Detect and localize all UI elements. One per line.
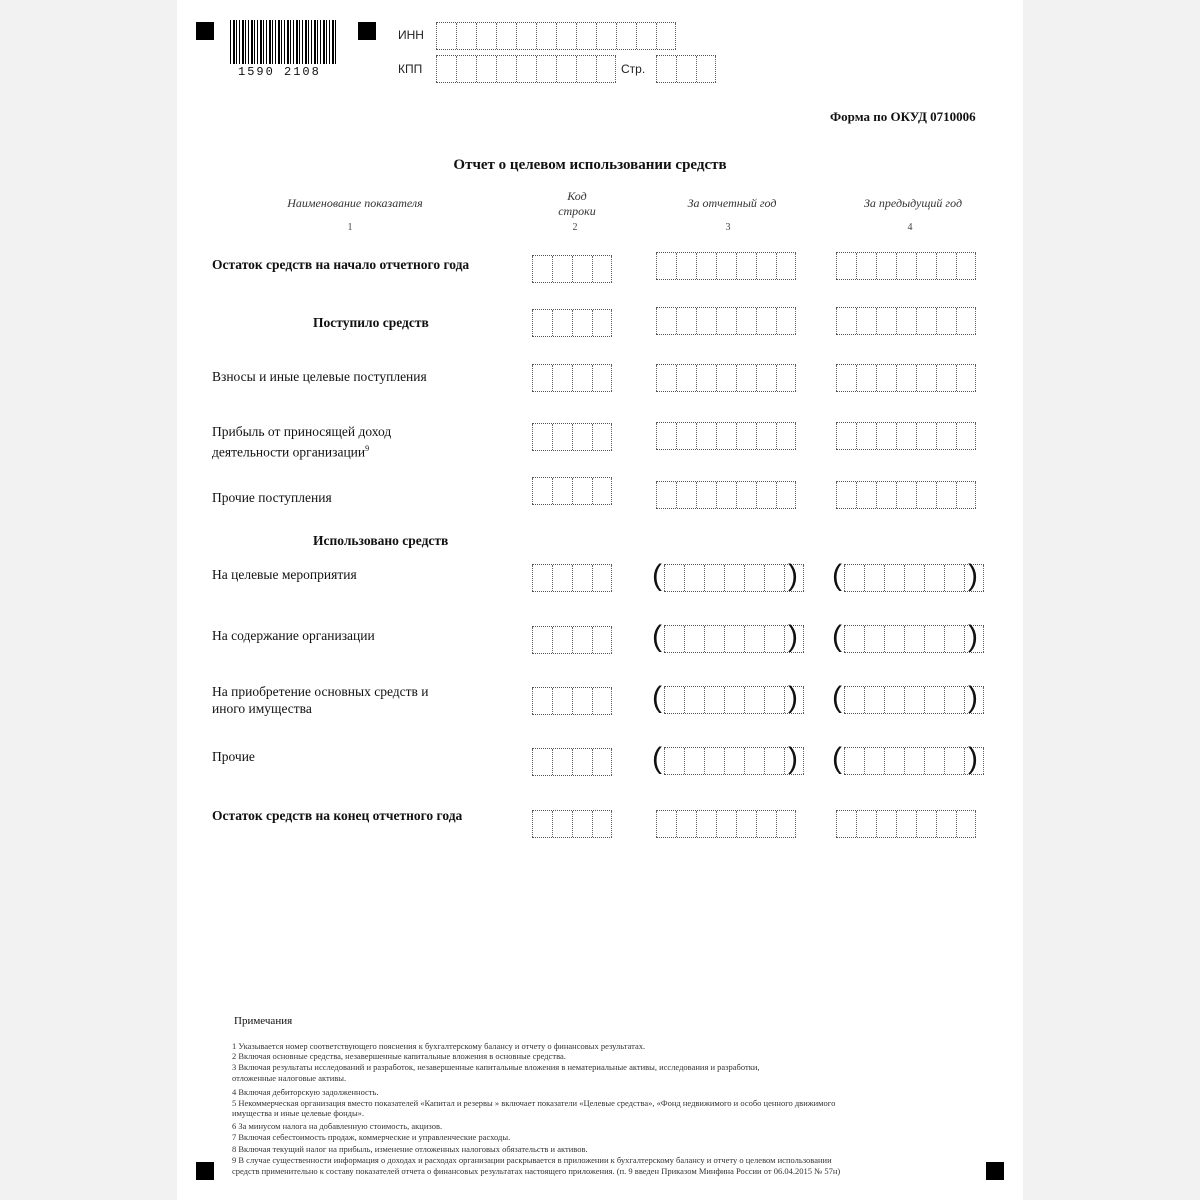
previous-year-cells-row8[interactable] [844,625,984,653]
row-label-fixed-assets-line2: иного имущества [212,701,312,716]
note-9-line1: 9 В случае существенности информация о доходах и расходах организации раскрывается в приложении к бухгалтерскому балансу и отчету о целевом использовании [232,1155,832,1165]
reporting-year-cells-row8[interactable] [664,625,804,653]
column-header-name: Наименование показателя [287,196,423,210]
previous-year-cells-row4[interactable] [836,422,976,450]
close-paren: ) [968,559,978,592]
row-label-other-expenses: Прочие [212,749,255,764]
note-6: 6 За минусом налога на добавленную стоимость, акцизов. [232,1121,443,1131]
open-paren: ( [832,742,842,775]
previous-year-cells-row10[interactable] [844,747,984,775]
footnote-marker: 9 [365,444,370,453]
row-label-profit-line1: Прибыль от приносящей доход [212,424,392,439]
inn-label: ИНН [398,28,424,42]
note-4: 4 Включая дебиторскую задолженность. [232,1087,379,1097]
note-9-line2: средств применительно к составу показателей отчета о финансовых результатах настоящего приложения. (п. 9 введен Приказом Минфина России от 06.04.2015 № 57н) [232,1166,841,1176]
note-1: 1 Указывается номер соответствующего пояснения к бухгалтерскому балансу и отчету о финансовых результатах. [232,1041,646,1051]
close-paren: ) [788,559,798,592]
code-cells-row4[interactable] [532,423,612,451]
column-number-3: 3 [725,222,731,233]
open-paren: ( [832,559,842,592]
reporting-year-cells-row3[interactable] [656,364,796,392]
code-cells-row5[interactable] [532,477,612,505]
row-label-target-events: На целевые мероприятия [212,567,357,582]
note-3-line1: 3 Включая результаты исследований и разработок, незавершенные капитальные вложения в нематериальные активы, исследования и разработки, [232,1062,760,1072]
previous-year-cells-row11[interactable] [836,810,976,838]
code-cells-row7[interactable] [532,564,612,592]
reporting-year-cells-row11[interactable] [656,810,796,838]
reporting-year-cells-row7[interactable] [664,564,804,592]
previous-year-cells-row2[interactable] [836,307,976,335]
corner-marker-bottom-left [196,1162,214,1180]
code-cells-row1[interactable] [532,255,612,283]
column-header-previous-year: За предыдущий год [863,196,963,210]
page-label: Стр. [621,62,646,76]
reporting-year-cells-row4[interactable] [656,422,796,450]
kpp-input-cells[interactable] [436,55,616,83]
note-5-line1: 5 Некоммерческая организация вместо показателей «Капитал и резервы » включает показатели «Целевые средства», «Фонд недвижимого и особо ценного движимого [232,1098,836,1108]
close-paren: ) [788,681,798,714]
note-5-line2: имущества и иные целевые фонды». [232,1108,365,1118]
column-number-2: 2 [572,222,578,233]
previous-year-cells-row1[interactable] [836,252,976,280]
form-code: Форма по ОКУД 0710006 [830,109,976,124]
close-paren: ) [788,620,798,653]
open-paren: ( [652,559,662,592]
row-label-maintenance: На содержание организации [212,628,375,643]
row-label-contributions: Взносы и иные целевые поступления [212,369,427,384]
column-header-reporting-year: За отчетный год [687,196,777,210]
code-cells-row9[interactable] [532,687,612,715]
kpp-label: КПП [398,62,423,76]
reporting-year-cells-row2[interactable] [656,307,796,335]
page-number-cells[interactable] [656,55,716,83]
column-number-4: 4 [907,222,913,233]
open-paren: ( [652,620,662,653]
code-cells-row3[interactable] [532,364,612,392]
previous-year-cells-row3[interactable] [836,364,976,392]
note-3-line2: отложенные налоговые активы. [232,1073,347,1083]
open-paren: ( [652,742,662,775]
notes-title: Примечания [234,1015,293,1027]
form-page [177,0,1023,1200]
previous-year-cells-row7[interactable] [844,564,984,592]
previous-year-cells-row9[interactable] [844,686,984,714]
code-cells-row2[interactable] [532,309,612,337]
note-7: 7 Включая себестоимость продаж, коммерческие и управленческие расходы. [232,1132,511,1142]
row-label-used: Использовано средств [313,533,449,548]
row-label-balance-end: Остаток средств на конец отчетного года [212,808,463,823]
previous-year-cells-row5[interactable] [836,481,976,509]
corner-marker-top-left [196,22,214,40]
page-title: Отчет о целевом использовании средств [453,157,727,173]
note-2: 2 Включая основные средства, незавершенные капитальные вложения в основные средства. [232,1051,566,1061]
barcode-image [230,20,338,64]
row-label-balance-start: Остаток средств на начало отчетного года [212,257,470,272]
row-label-received: Поступило средств [313,315,429,330]
column-number-1: 1 [347,222,353,233]
row-label-profit-line2: деятельности организации$^9$ [212,444,370,460]
code-cells-row10[interactable] [532,748,612,776]
reporting-year-cells-row5[interactable] [656,481,796,509]
barcode-number: 1590 2108 [238,65,321,79]
row-label-other-income: Прочие поступления [212,490,332,505]
note-8: 8 Включая текущий налог на прибыль, изменение отложенных налоговых обязательств и активов. [232,1144,588,1154]
close-paren: ) [788,742,798,775]
open-paren: ( [832,681,842,714]
corner-marker-bottom-right [986,1162,1004,1180]
open-paren: ( [832,620,842,653]
reporting-year-cells-row9[interactable] [664,686,804,714]
close-paren: ) [968,620,978,653]
reporting-year-cells-row10[interactable] [664,747,804,775]
close-paren: ) [968,681,978,714]
reporting-year-cells-row1[interactable] [656,252,796,280]
close-paren: ) [968,742,978,775]
code-cells-row8[interactable] [532,626,612,654]
column-header-code: Код строки [558,189,596,218]
inn-input-cells[interactable] [436,22,676,50]
code-cells-row11[interactable] [532,810,612,838]
open-paren: ( [652,681,662,714]
row-label-fixed-assets-line1: На приобретение основных средств и [212,684,429,699]
corner-marker-top-right [358,22,376,40]
